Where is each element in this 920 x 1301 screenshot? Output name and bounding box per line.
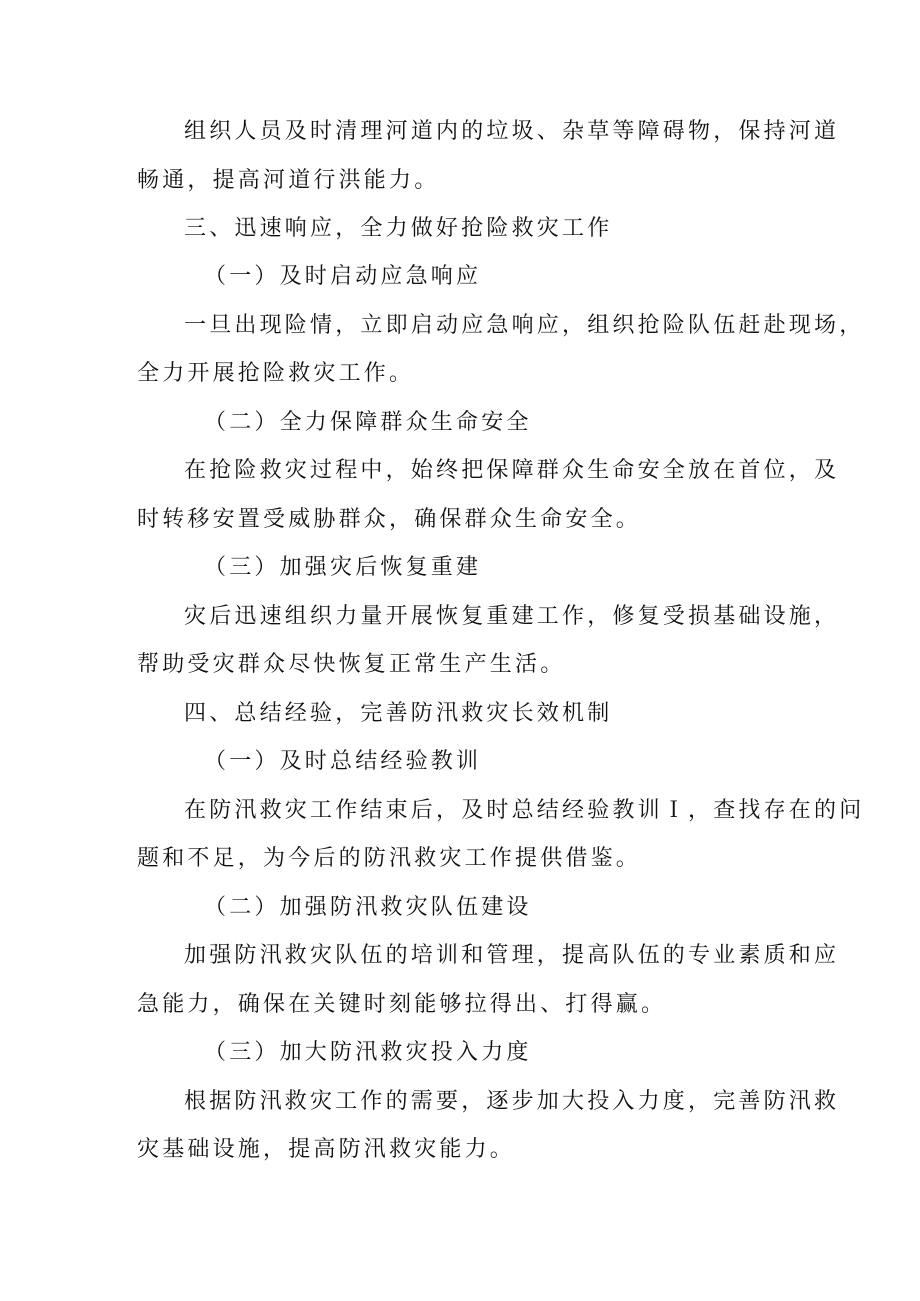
subsection-heading: （一）及时启动应急响应	[204, 264, 482, 289]
subsection-heading: （二）加强防汛救灾队伍建设	[204, 895, 532, 920]
paragraph-line: 急能力，确保在关键时刻能够拉得出、打得赢。	[137, 992, 667, 1017]
paragraph-line: 全力开展抢险救灾工作。	[137, 361, 415, 386]
paragraph-line: 在防汛救灾工作结束后，及时总结经验教训Ｉ，查找存在的问	[184, 798, 865, 823]
paragraph-line: 灾基础设施，提高防汛救灾能力。	[137, 1137, 516, 1162]
paragraph-line: 根据防汛救灾工作的需要，逐步加大投入力度，完善防汛救	[184, 1089, 840, 1114]
paragraph-line: 一旦出现险情，立即启动应急响应，组织抢险队伍赶赴现场，	[184, 313, 865, 338]
subsection-heading: （二）全力保障群众生命安全	[204, 410, 532, 435]
section-heading: 四、总结经验，完善防汛救灾长效机制	[184, 701, 613, 726]
subsection-heading: （三）加大防汛救灾投入力度	[204, 1040, 532, 1065]
paragraph-line: 加强防汛救灾队伍的培训和管理，提高队伍的专业素质和应	[184, 943, 840, 968]
paragraph-line: 帮助受灾群众尽快恢复正常生产生活。	[137, 652, 566, 677]
paragraph-line: 畅通，提高河道行洪能力。	[137, 168, 440, 193]
paragraph-line: 题和不足，为今后的防汛救灾工作提供借鉴。	[137, 846, 642, 871]
paragraph-line: 灾后迅速组织力量开展恢复重建工作，修复受损基础设施，	[184, 604, 840, 629]
paragraph-line: 时转移安置受威胁群众，确保群众生命安全。	[137, 507, 642, 532]
section-heading: 三、迅速响应，全力做好抢险救灾工作	[184, 216, 613, 241]
paragraph-line: 在抢险救灾过程中，始终把保障群众生命安全放在首位，及	[184, 458, 840, 483]
paragraph-line: 组织人员及时清理河道内的垃圾、杂草等障碍物，保持河道	[184, 119, 840, 144]
subsection-heading: （一）及时总结经验教训	[204, 749, 482, 774]
subsection-heading: （三）加强灾后恢复重建	[204, 555, 482, 580]
